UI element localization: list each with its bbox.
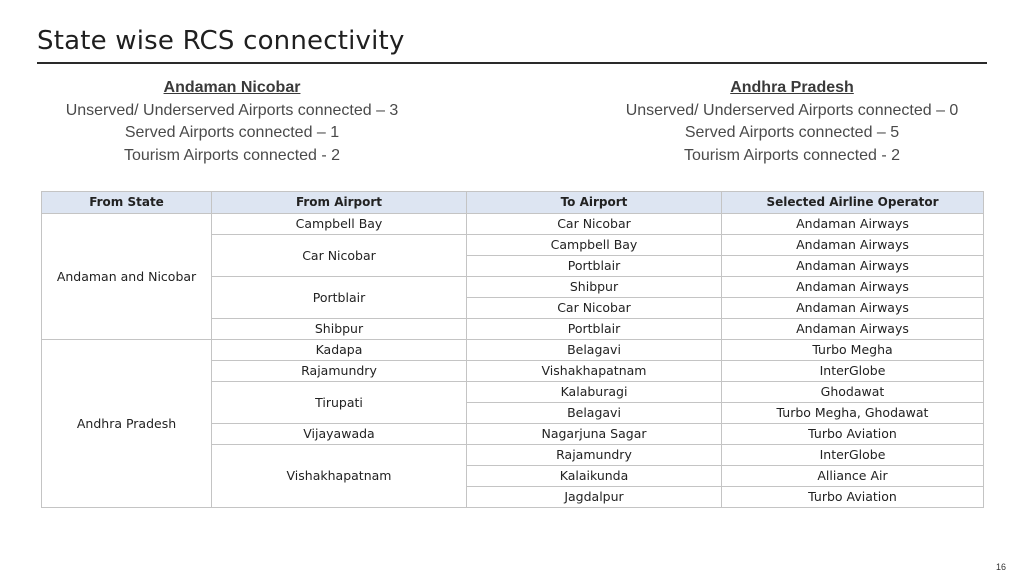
cell-to-airport: Rajamundry xyxy=(467,445,722,466)
cell-airline-operator: Alliance Air xyxy=(722,466,984,487)
cell-airline-operator: Andaman Airways xyxy=(722,214,984,235)
cell-from-airport: Tirupati xyxy=(212,382,467,424)
connectivity-table xyxy=(41,191,984,508)
cell-airline-operator: InterGlobe xyxy=(722,445,984,466)
cell-from-airport: Rajamundry xyxy=(212,361,467,382)
cell-to-airport: Nagarjuna Sagar xyxy=(467,424,722,445)
cell-from-state: Andhra Pradesh xyxy=(42,340,212,508)
page-title: State wise RCS connectivity xyxy=(37,26,405,56)
cell-from-airport: Campbell Bay xyxy=(212,214,467,235)
cell-to-airport: Portblair xyxy=(467,256,722,277)
cell-airline-operator: Turbo Megha xyxy=(722,340,984,361)
summary-andaman-nicobar xyxy=(22,77,442,167)
cell-to-airport: Jagdalpur xyxy=(467,487,722,508)
cell-to-airport: Kalaikunda xyxy=(467,466,722,487)
cell-from-airport: Vijayawada xyxy=(212,424,467,445)
cell-to-airport: Belagavi xyxy=(467,403,722,424)
header-from-airport: From Airport xyxy=(212,192,467,214)
table-body xyxy=(42,214,984,508)
cell-from-airport: Kadapa xyxy=(212,340,467,361)
summary-served-count: Served Airports connected – 5 xyxy=(684,124,900,141)
cell-airline-operator: Andaman Airways xyxy=(722,319,984,340)
cell-airline-operator: Turbo Aviation xyxy=(722,424,984,445)
header-airline-operator: Selected Airline Operator xyxy=(722,192,984,214)
cell-from-airport: Car Nicobar xyxy=(212,235,467,277)
page-number: 16 xyxy=(995,562,1006,572)
summary-tourism-count: Tourism Airports connected - 2 xyxy=(683,146,901,164)
cell-airline-operator: Turbo Aviation xyxy=(722,487,984,508)
cell-to-airport: Car Nicobar xyxy=(467,214,722,235)
cell-to-airport: Portblair xyxy=(467,319,722,340)
cell-to-airport: Belagavi xyxy=(467,340,722,361)
summary-state-heading: Andhra Pradesh xyxy=(730,79,854,96)
cell-airline-operator: InterGlobe xyxy=(722,361,984,382)
cell-airline-operator: Turbo Megha, Ghodawat xyxy=(722,403,984,424)
table-header-row xyxy=(42,192,984,214)
summary-unserved-count: Unserved/ Underserved Airports connected – 0 xyxy=(625,101,959,119)
cell-from-state: Andaman and Nicobar xyxy=(42,214,212,340)
header-to-airport: To Airport xyxy=(467,192,722,214)
cell-from-airport: Shibpur xyxy=(212,319,467,340)
summary-state-heading: Andaman Nicobar xyxy=(163,79,301,96)
cell-from-airport: Portblair xyxy=(212,277,467,319)
cell-to-airport: Kalaburagi xyxy=(467,382,722,403)
cell-airline-operator: Andaman Airways xyxy=(722,277,984,298)
cell-airline-operator: Andaman Airways xyxy=(722,235,984,256)
cell-to-airport: Car Nicobar xyxy=(467,298,722,319)
cell-airline-operator: Andaman Airways xyxy=(722,298,984,319)
cell-from-airport: Vishakhapatnam xyxy=(212,445,467,508)
cell-airline-operator: Ghodawat xyxy=(722,382,984,403)
summary-served-count: Served Airports connected – 1 xyxy=(124,124,340,141)
table-row xyxy=(42,340,984,361)
cell-to-airport: Campbell Bay xyxy=(467,235,722,256)
cell-to-airport: Shibpur xyxy=(467,277,722,298)
summary-unserved-count: Unserved/ Underserved Airports connected – 3 xyxy=(65,101,399,119)
summary-andhra-pradesh xyxy=(582,77,1002,167)
cell-to-airport: Vishakhapatnam xyxy=(467,361,722,382)
title-divider xyxy=(37,62,987,64)
cell-airline-operator: Andaman Airways xyxy=(722,256,984,277)
header-from-state: From State xyxy=(42,192,212,214)
table-row xyxy=(42,214,984,235)
summary-tourism-count: Tourism Airports connected - 2 xyxy=(123,146,341,164)
